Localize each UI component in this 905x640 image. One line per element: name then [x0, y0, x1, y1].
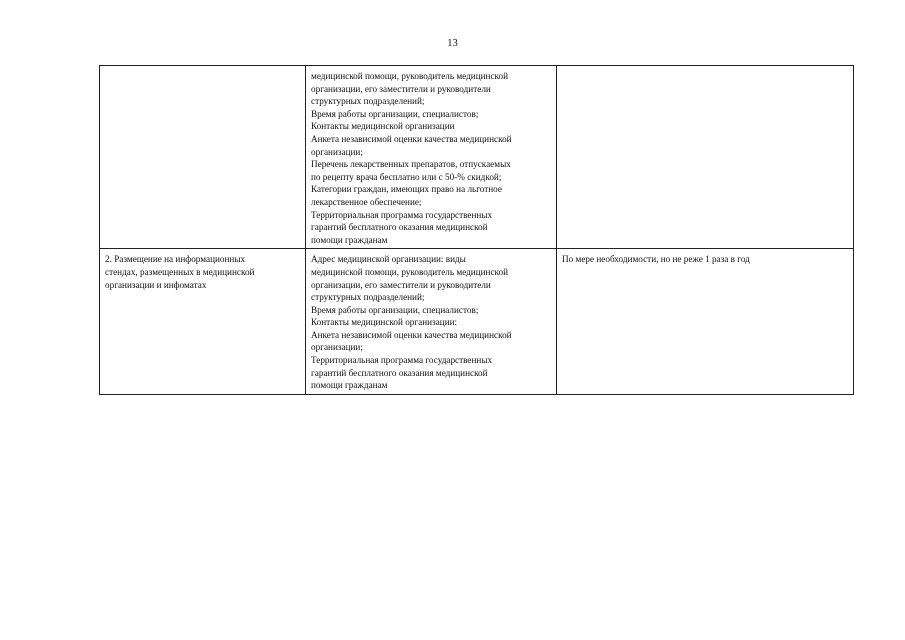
text-line: организации и инфоматах: [105, 279, 207, 290]
text-line: организации, его заместители и руководители: [311, 279, 491, 290]
text-line: организации;: [311, 342, 363, 353]
text-line: структурных подразделений;: [311, 292, 425, 303]
text-line: Перечень лекарственных препаратов, отпускаемых: [311, 159, 511, 170]
content-text: [311, 70, 552, 246]
method-cell: [100, 249, 306, 395]
text-line: Территориальная программа государственных: [311, 355, 493, 366]
text-line: медицинской помощи, руководитель медицинской: [311, 71, 509, 81]
frequency-cell: [557, 249, 854, 395]
text-line: стендах, размещенных в медицинской: [105, 266, 255, 277]
method-text: [105, 253, 301, 291]
text-line: 2. Размещение на информационных: [105, 254, 246, 265]
text-line: Контакты медицинской организации:: [311, 317, 458, 328]
frequency-text: [562, 253, 849, 266]
text-line: По мере необходимости, но не реже 1 раза в год: [562, 254, 750, 265]
text-line: Контакты медицинской организации: [311, 121, 455, 132]
document-table: [99, 65, 854, 395]
method-cell: [100, 66, 306, 249]
text-line: организации, его заместители и руководители: [311, 83, 491, 94]
text-line: Время работы организации, специалистов;: [311, 304, 479, 315]
text-line: Категории граждан, имеющих право на льготное: [311, 184, 502, 195]
table-row: [100, 66, 854, 249]
text-line: организации;: [311, 146, 363, 157]
content-cell: [306, 66, 557, 249]
table-row: [100, 249, 854, 395]
text-line: гарантий бесплатного оказания медицинской: [311, 367, 488, 378]
text-line: Анкета независимой оценки качества медицинской: [311, 329, 512, 340]
frequency-cell: [557, 66, 854, 249]
text-line: Время работы организации, специалистов;: [311, 108, 479, 119]
text-line: структурных подразделений;: [311, 96, 425, 107]
page-number: 13: [447, 38, 458, 49]
text-line: Адрес медицинской организации: виды: [311, 254, 466, 265]
text-line: медицинской помощи, руководитель медицинской: [311, 266, 509, 277]
text-line: лекарственное обеспечение;: [311, 196, 422, 207]
text-line: по рецепту врача бесплатно или с 50-% скидкой;: [311, 171, 502, 182]
text-line: Территориальная программа государственных: [311, 209, 493, 220]
text-line: Анкета независимой оценки качества медицинской: [311, 133, 512, 144]
content-cell: [306, 249, 557, 395]
text-line: гарантий бесплатного оказания медицинской: [311, 222, 488, 233]
text-line: помощи гражданам: [311, 234, 388, 245]
content-text: [311, 253, 552, 392]
text-line: помощи гражданам: [311, 380, 388, 391]
